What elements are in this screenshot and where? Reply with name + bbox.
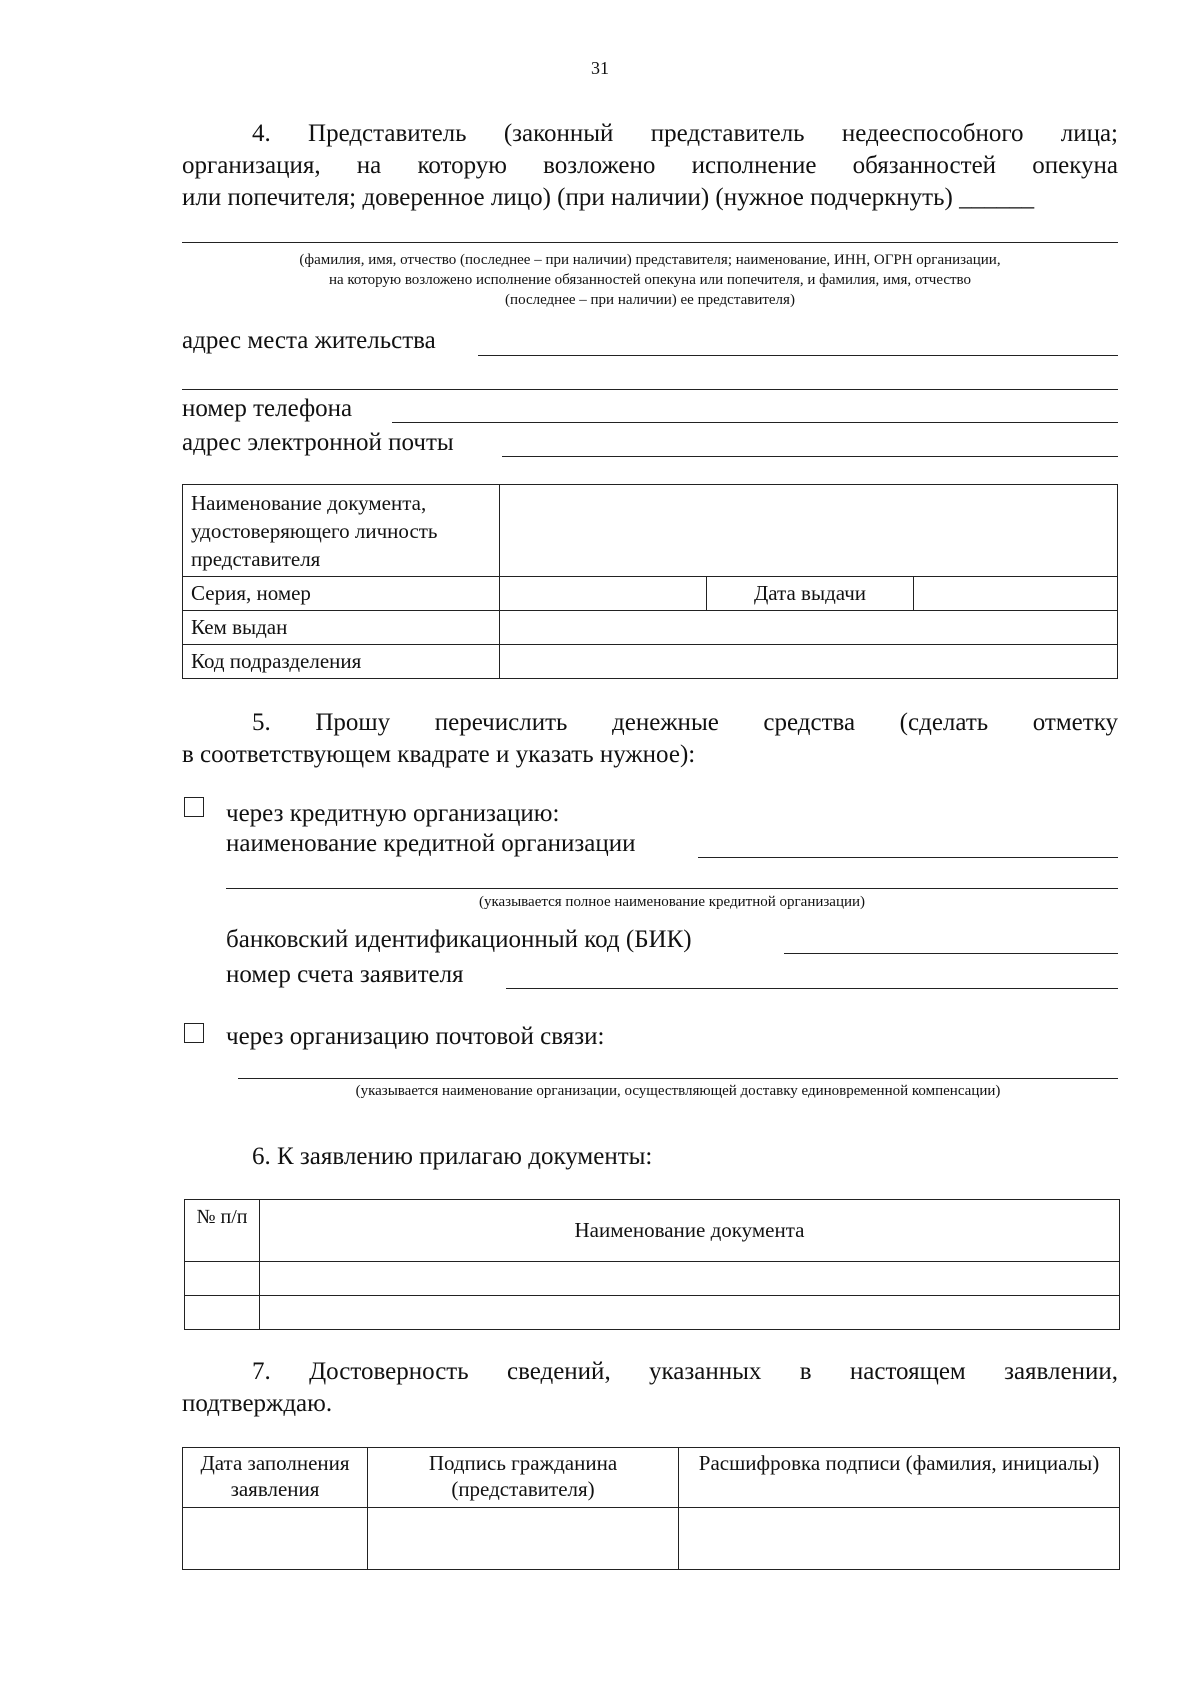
series-number-label: Серия, номер xyxy=(183,577,500,611)
section5-line1: 5. Прошу перечислить денежные средства (сделать отметку xyxy=(252,709,1118,736)
address-field-continued[interactable] xyxy=(182,389,1118,390)
section4-line3: или попечителя; доверенное лицо) (при наличии) (нужное подчеркнуть) ______ xyxy=(182,184,1035,211)
post-organization-caption: (указывается наименование организации, осуществляющей доставку единовременной компенсации) xyxy=(355,1083,1001,1099)
series-number-cell[interactable] xyxy=(500,577,707,611)
col-document-header: Наименование документа xyxy=(260,1200,1120,1262)
col-signature-header: Подпись гражданина (представителя) xyxy=(368,1448,679,1508)
signature-table xyxy=(182,1447,1120,1570)
attachment-row-2-number[interactable] xyxy=(185,1296,260,1330)
issue-date-label: Дата выдачи xyxy=(707,577,914,611)
bank-option-title: через кредитную организацию: xyxy=(226,800,560,827)
post-organization-field[interactable] xyxy=(238,1078,1118,1079)
page-number: 31 xyxy=(591,58,609,78)
phone-label: номер телефона xyxy=(182,395,353,422)
issued-by-cell[interactable] xyxy=(500,611,1118,645)
signature-decoding-cell[interactable] xyxy=(679,1508,1120,1570)
identity-document-table xyxy=(182,484,1118,679)
attachment-row-1-document[interactable] xyxy=(260,1262,1120,1296)
bank-option-checkbox[interactable] xyxy=(184,797,204,817)
account-field[interactable] xyxy=(506,988,1118,989)
fill-date-cell[interactable] xyxy=(183,1508,368,1570)
issued-by-label: Кем выдан xyxy=(183,611,500,645)
address-field[interactable] xyxy=(478,355,1118,356)
bank-name-caption: (указывается полное наименование кредитной организации) xyxy=(478,894,866,910)
doc-name-cell[interactable] xyxy=(500,485,1118,577)
attachment-row-2-document[interactable] xyxy=(260,1296,1120,1330)
bank-name-label: наименование кредитной организации xyxy=(226,830,636,857)
email-field[interactable] xyxy=(502,456,1118,457)
col-signature-decoding-header: Расшифровка подписи (фамилия, инициалы) xyxy=(679,1448,1120,1508)
issue-date-cell[interactable] xyxy=(914,577,1118,611)
section5-paragraph xyxy=(182,707,1118,771)
division-code-cell[interactable] xyxy=(500,645,1118,679)
section4-line1: 4. Представитель (законный представитель недееспособного лица; xyxy=(252,120,1118,147)
col-fill-date-header: Дата заполнения заявления xyxy=(183,1448,368,1508)
phone-field[interactable] xyxy=(392,422,1118,423)
representative-name-line[interactable] xyxy=(182,242,1118,243)
representative-caption: (фамилия, имя, отчество (последнее – при наличии) представителя; наименование, ИНН, ОГРН организации, на которую возложено исполнение обязанностей опекуна или попечителя, и фамилия, имя, отчество (последнее – при наличии) ее представителя) xyxy=(299,252,1001,308)
section4-line2: организация, на которую возложено исполнение обязанностей опекуна xyxy=(182,152,1118,179)
division-code-label: Код подразделения xyxy=(183,645,500,679)
bik-label: банковский идентификационный код (БИК) xyxy=(226,926,692,953)
signature-cell[interactable] xyxy=(368,1508,679,1570)
section5-line2: в соответствующем квадрате и указать нужное): xyxy=(182,741,696,768)
attachments-table xyxy=(184,1199,1120,1330)
section7-line1: 7. Достоверность сведений, указанных в настоящем заявлении, xyxy=(252,1358,1118,1385)
bank-name-field[interactable] xyxy=(698,857,1118,858)
attachment-row-1-number[interactable] xyxy=(185,1262,260,1296)
bank-name-field-continued[interactable] xyxy=(226,888,1118,889)
address-label: адрес места жительства xyxy=(182,327,436,354)
col-number-header: № п/п xyxy=(185,1200,260,1262)
section7-paragraph xyxy=(182,1356,1118,1420)
section6-heading: 6. К заявлению прилагаю документы: xyxy=(252,1143,653,1170)
doc-name-label: Наименование документа, удостоверяющего личность представителя xyxy=(183,485,500,577)
section7-line2: подтверждаю. xyxy=(182,1390,333,1417)
account-label: номер счета заявителя xyxy=(226,961,464,988)
email-label: адрес электронной почты xyxy=(182,429,454,456)
bik-field[interactable] xyxy=(784,953,1118,954)
post-option-checkbox[interactable] xyxy=(184,1023,204,1043)
post-option-title: через организацию почтовой связи: xyxy=(226,1023,605,1050)
section4-paragraph xyxy=(182,118,1118,214)
